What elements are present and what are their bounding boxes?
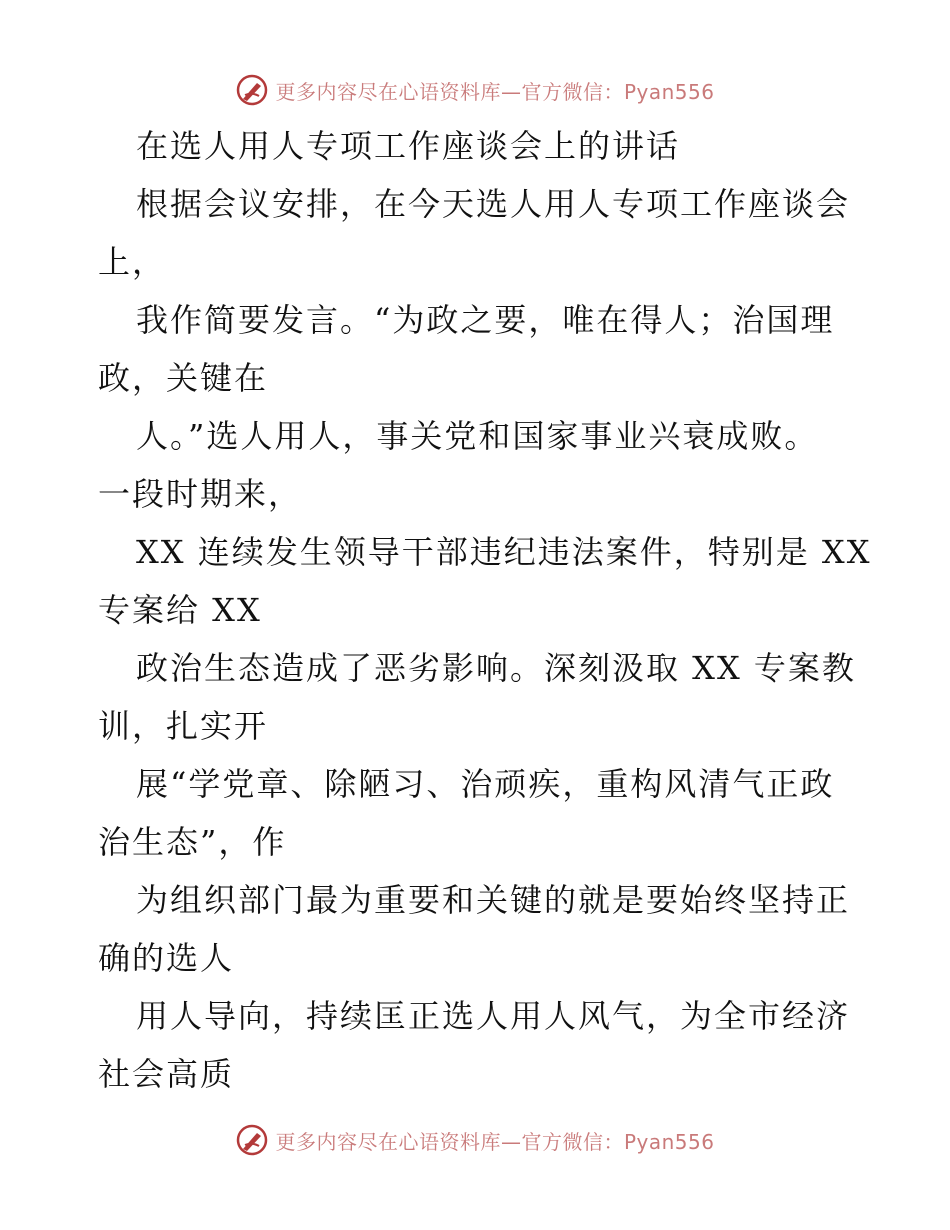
paragraph-line: 我作简要发言。“为政之要，唯在得人；治国理 — [136, 301, 835, 339]
paragraph-line: 确的选人 — [98, 939, 235, 977]
paragraph-line: 政，关键在 — [98, 359, 269, 397]
paragraph-line: 展“学党章、除陋习、治顽疾，重构风清气正政 — [136, 765, 835, 803]
watermark-group — [235, 1123, 714, 1157]
paragraph-line: 专案给 XX — [98, 591, 262, 629]
paragraph-line: 一段时期来， — [98, 475, 303, 513]
pen-seal-icon — [235, 73, 269, 107]
paragraph-line: 训，扎实开 — [98, 707, 269, 745]
paragraph-line: 上， — [98, 243, 167, 281]
paragraph-line: 社会高质 — [98, 1055, 235, 1093]
footer-watermark — [0, 1120, 950, 1160]
document-title: 在选人用人专项工作座谈会上的讲话 — [136, 127, 681, 165]
watermark-text: 更多内容尽在心语资料库—官方微信：Pyan556 — [275, 79, 715, 104]
paragraph-line: 用人导向，持续匡正选人用人风气，为全市经济 — [136, 997, 851, 1035]
watermark-group — [235, 73, 714, 107]
paragraph-line: XX 连续发生领导干部违纪违法案件，特别是 XX — [136, 533, 872, 571]
paragraph-line: 政治生态造成了恶劣影响。深刻汲取 XX 专案教 — [136, 649, 856, 687]
paragraph-line: 治生态”，作 — [98, 823, 287, 861]
pen-seal-icon — [235, 1123, 269, 1157]
paragraph-line: 为组织部门最为重要和关键的就是要始终坚持正 — [136, 881, 851, 919]
paragraph-line: 根据会议安排，在今天选人用人专项工作座谈会 — [136, 185, 851, 223]
paragraph-line: 人。”选人用人，事关党和国家事业兴衰成败。 — [136, 417, 819, 455]
watermark-text: 更多内容尽在心语资料库—官方微信：Pyan556 — [275, 1129, 715, 1154]
header-watermark — [0, 70, 950, 110]
